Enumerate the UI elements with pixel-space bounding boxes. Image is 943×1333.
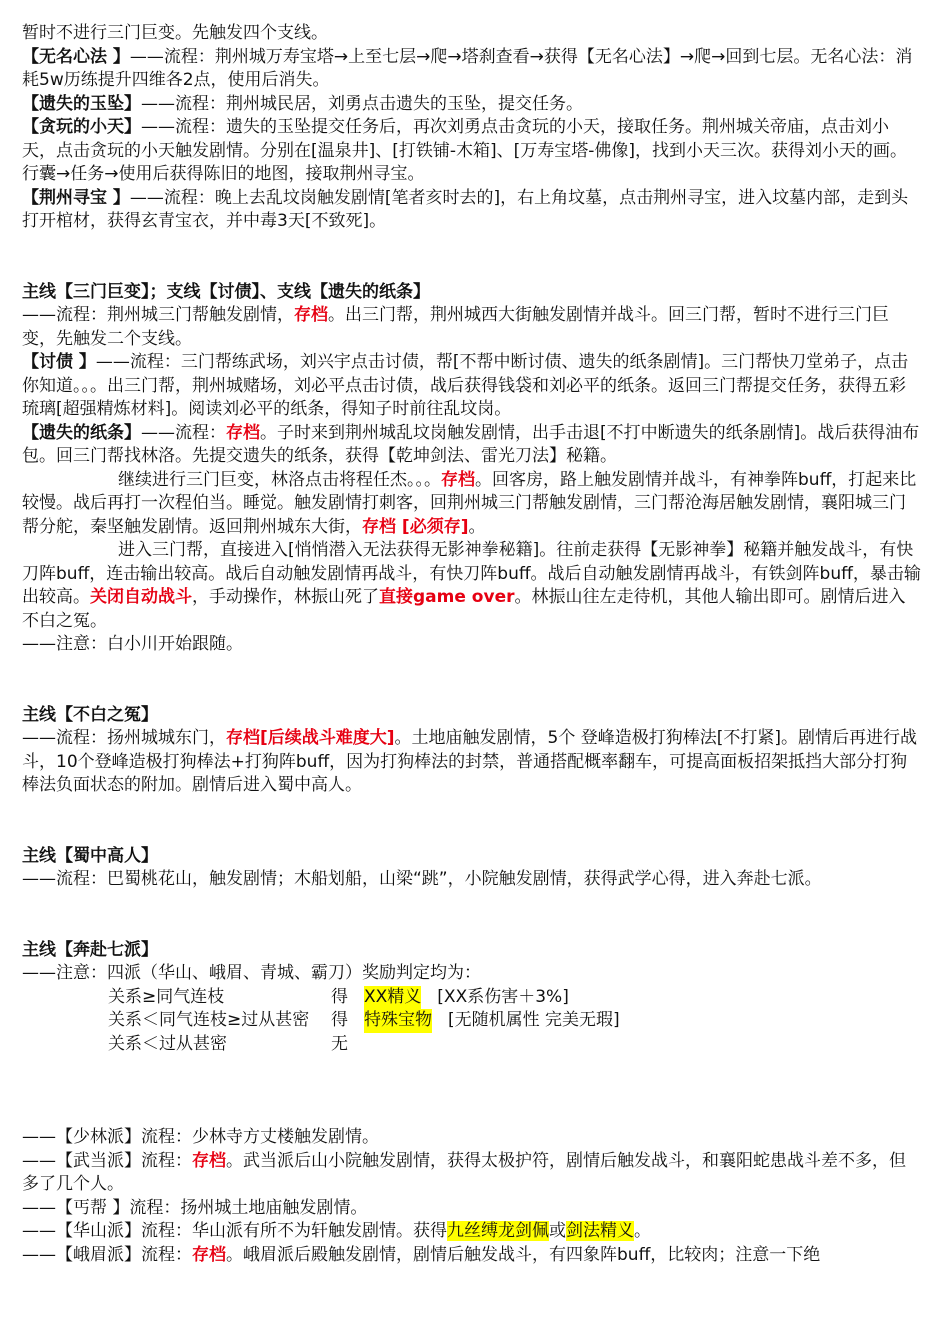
quest-debt [22, 351, 921, 422]
save-note: 存档 [192, 1244, 226, 1265]
quest-jingzhou-treasure [22, 187, 921, 234]
text-segment: 或 [549, 1221, 566, 1241]
text-segment: ——流程：扬州城城东门， [22, 728, 226, 748]
warning-game-over: 直接game over [379, 587, 515, 607]
spacer [22, 657, 921, 704]
quest-label: 【荆州寻宝 】 [22, 187, 130, 208]
reward-row [22, 986, 921, 1010]
text-segment: 。峨眉派后殿触发剧情，剧情后触发战斗，有四象阵buff，比较肉；注意一下绝 [226, 1244, 821, 1265]
text-segment: ——流程： [141, 422, 226, 443]
save-note: 存档[后续战斗难度大] [226, 728, 395, 748]
text-segment: 。 [634, 1221, 651, 1241]
bubai-flow [22, 727, 921, 798]
text-segment: 进入三门帮，直接进入[悄悄潜入无法获得无影神拳秘籍]。往前走获得【无影神拳】秘籍并触发战斗，有快刀阵buff，连击输出较高。战后自动触发剧情再战斗，有快刀阵buff。战后自动触发剧情再战斗，有铁剑阵buff，暴击输出较高。 [22, 540, 921, 607]
reward-condition: 关系≥同气连枝 [108, 986, 225, 1007]
save-note: 存档 [294, 305, 328, 325]
quest-playful-xiaotian [22, 116, 921, 187]
spacer [22, 798, 921, 845]
text-segment: 。土地庙触发剧情，5个 登峰造极打狗棒法[不打紧]。剧情后再进行战斗，10个登峰造极打狗棒法+打狗阵buff，因为打狗棒法的封禁，普通搭配概率翻车，可提高面板招架抵挡大部分打狗棒法负面状态的附加。剧情后进入蜀中高人。 [22, 728, 918, 795]
save-note: 存档 [192, 1150, 226, 1171]
sanmen-flow [22, 304, 921, 351]
text-segment: ，手动操作，林振山死了 [192, 587, 379, 607]
sect-wudang [22, 1150, 921, 1197]
text-segment: 。林振山往左走待机，其他人输出即可。剧情后进入不白之冤。 [22, 587, 906, 631]
reward-get: 得 [331, 1010, 348, 1030]
quest-text: ——流程：三门帮练武场，刘兴宇点击讨债，帮[不帮中断讨债、遗失的纸条剧情]。三门帮快刀堂弟子，点击你知道。。。出三门帮，荆州城赌场，刘必平点击讨债，战后获得钱袋和刘必平的纸条。返回三门帮提交任务，获得五彩琉璃[超强精炼材料]。阅读刘必平的纸条，得知子时前往乱坟岗。 [22, 352, 909, 419]
highlight-item: 剑法精义 [566, 1221, 634, 1241]
qipai-note: ——注意：四派（华山、峨眉、青城、霸刀）奖励判定均为： [22, 963, 481, 983]
save-required-note: 存档 [必须存] [362, 516, 469, 537]
sanmen-note: ——注意：白小川开始跟随。 [22, 634, 243, 654]
intro-line: 暂时不进行三门巨变。先触发四个支线。 [22, 23, 328, 43]
quest-wuming-xinfa [22, 46, 921, 93]
reward-condition: 关系＜同气连枝≥过从甚密 [108, 1010, 310, 1030]
quest-text: ——流程：晚上去乱坟岗触发剧情[笔者亥时去的]，右上角坟墓，点击荆州寻宝，进入坟墓内部，走到头打开棺材，获得玄青宝衣，并中毒3天[不致死]。 [22, 187, 909, 231]
quest-text: ——流程：荆州城万寿宝塔→上至七层→爬→塔刹查看→获得【无名心法】→爬→回到七层。无名心法：消耗5w历练提升四维各2点，使用后消失。 [22, 46, 913, 90]
text-segment: 。回客房，路上触发剧情并战斗，有神拳阵buff，打起来比较慢。战后再打一次程伯当。睡觉。触发剧情打刺客，回荆州城三门帮触发剧情，三门帮沧海居触发剧情，襄阳城三门帮分舵，秦坚触发剧情。返回荆州城东大街， [22, 469, 917, 537]
warning-auto-battle: 关闭自动战斗 [90, 587, 192, 607]
spacer [22, 234, 921, 281]
text-segment: ——流程：荆州城三门帮触发剧情， [22, 305, 294, 325]
reward-get: 得 [331, 986, 348, 1007]
sect-huashan [22, 1220, 921, 1244]
text-segment: ——【华山派】流程：华山派有所不为轩触发剧情。获得 [22, 1221, 447, 1241]
text-segment: ——【峨眉派】流程： [22, 1244, 192, 1265]
quest-label: 【无名心法 】 [22, 46, 130, 67]
save-note: 存档 [226, 422, 260, 443]
text-segment: 。 [468, 516, 486, 537]
section-heading-sanmen: 主线【三门巨变】；支线【讨债】、支线【遗失的纸条】 [22, 281, 430, 302]
spacer [22, 1056, 921, 1126]
sanmen-continue [22, 469, 921, 540]
text-segment: 。出三门帮，荆州城西大街触发剧情并战斗。回三门帮，暂时不进行三门巨变，先触发二个支线。 [22, 305, 889, 349]
quest-text: ——流程：遗失的玉坠提交任务后，再次刘勇点击贪玩的小天，接取任务。荆州城关帝庙，点击刘小天，点击贪玩的小天触发剧情。分别在[温泉井]、[打铁铺-木箱]、[万寿宝塔-佛像]，找到小天三次。获得刘小天的画。行囊→任务→使用后获得陈旧的地图，接取荆州寻宝。 [22, 117, 908, 184]
quest-lost-jade [22, 93, 921, 117]
reward-note: [XX系伤害＋3%] [437, 986, 569, 1007]
reward-note: [无随机属性 完美无瑕] [448, 1010, 620, 1030]
quest-text: ——流程：荆州城民居，刘勇点击遗失的玉坠，提交任务。 [141, 93, 583, 114]
sanmen-enter [22, 539, 921, 633]
section-heading-shuzhong: 主线【蜀中高人】 [22, 845, 158, 866]
quest-label: 【贪玩的小天】 [22, 117, 141, 137]
spacer [22, 892, 921, 939]
reward-row [22, 1009, 921, 1033]
quest-label: 【讨债 】 [22, 352, 96, 372]
highlight-item: 九丝缚龙剑佩 [447, 1221, 549, 1241]
reward-get: 无 [331, 1033, 348, 1054]
text-segment: ——【武当派】流程： [22, 1150, 192, 1171]
text-segment: 继续进行三门巨变，林洛点击将程任杰。。。 [118, 469, 441, 490]
text-segment: 。子时来到荆州城乱坟岗触发剧情，出手击退[不打中断遗失的纸条剧情]。战后获得油布包。回三门帮找林洛。先提交遗失的纸条，获得【乾坤剑法、雷光刀法】秘籍。 [22, 422, 920, 466]
reward-item: XX精义 [364, 986, 421, 1010]
reward-condition: 关系＜过从甚密 [108, 1033, 227, 1054]
shuzhong-flow: ——流程：巴蜀桃花山，触发剧情；木船划船，山梁“跳”，小院触发剧情，获得武学心得，进入奔赴七派。 [22, 869, 822, 889]
sect-gaibang: ——【丐帮 】流程：扬州城土地庙触发剧情。 [22, 1197, 368, 1218]
section-heading-qipai: 主线【奔赴七派】 [22, 939, 158, 960]
sect-emei [22, 1244, 921, 1268]
quest-lost-note [22, 422, 921, 469]
sect-shaolin: ——【少林派】流程：少林寺方丈楼触发剧情。 [22, 1127, 379, 1147]
section-heading-bubai: 主线【不白之冤】 [22, 704, 158, 725]
text-segment: 。武当派后山小院触发剧情，获得太极护符，剧情后触发战斗，和襄阳蛇患战斗差不多，但多了几个人。 [22, 1150, 906, 1194]
reward-row [22, 1033, 921, 1057]
reward-item: 特殊宝物 [364, 1009, 432, 1033]
quest-label: 【遗失的纸条】 [22, 422, 141, 443]
save-note: 存档 [441, 469, 475, 490]
quest-label: 【遗失的玉坠】 [22, 93, 141, 114]
